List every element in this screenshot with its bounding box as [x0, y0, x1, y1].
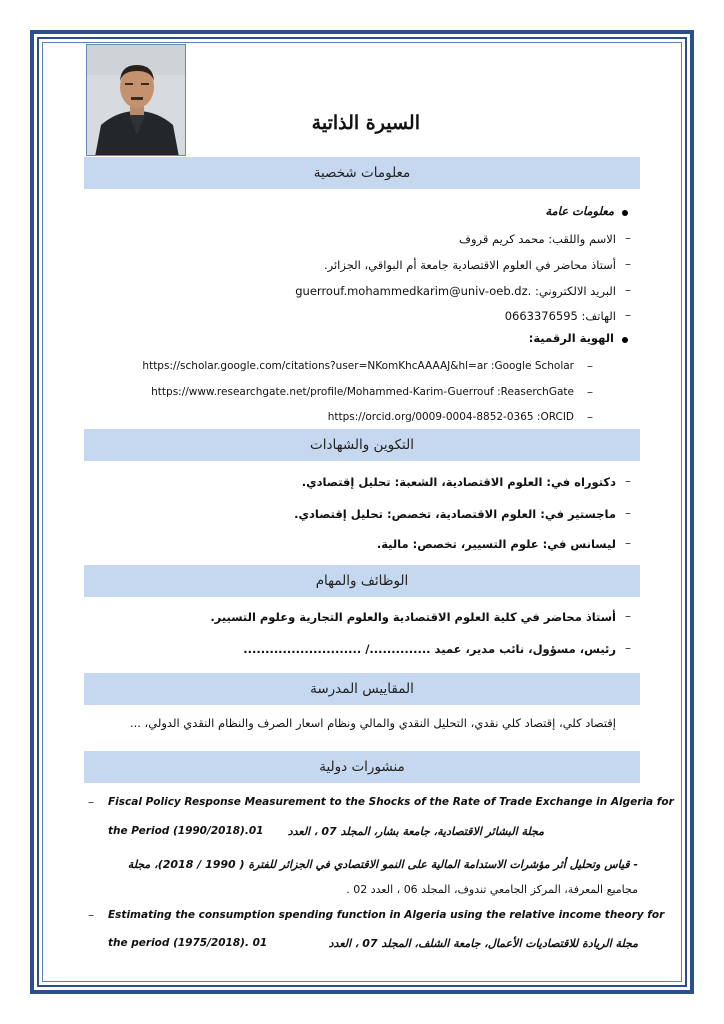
courses-text: إقتصاد كلي، إقتصاد كلي نقدي، التحليل النقدي والمالي ونظام اسعار الصرف والنظام النقدي الدولي، ...	[129, 716, 616, 730]
name-line: الاسم واللقب: محمد كريم قروف	[459, 232, 616, 246]
job-item: رئيس، مسؤول، نائب مدير، عميد ............../ ...........................	[243, 642, 616, 656]
phone-line: الهاتف: 0663376595	[504, 309, 616, 323]
dash-icon: –	[625, 257, 631, 271]
section-header-personal: معلومات شخصية	[84, 157, 640, 189]
education-item: ليسانس في: علوم التسيير، تخصص: مالية.	[376, 537, 616, 551]
profile-photo	[86, 44, 186, 156]
bullet-icon	[622, 210, 628, 216]
publication-2-journal: مجاميع المعرفة، المركز الجامعي تندوف، المجلد 06 ، العدد 02 .	[346, 883, 638, 896]
publication-3-period: the period (1975/2018). 01	[108, 937, 268, 949]
digital-identity-heading: الهوية الرقمية:	[528, 331, 614, 345]
dash-icon: –	[587, 359, 593, 373]
dash-icon: –	[88, 908, 94, 922]
publication-1-period: the Period (1990/2018).01	[108, 825, 264, 837]
google-scholar-link[interactable]: https://scholar.google.com/citations?user=NKomKhcAAAAJ&hl=ar :Google Scholar	[142, 360, 574, 372]
section-header-courses: المقاييس المدرسة	[84, 673, 640, 705]
email-line: البريد الالكتروني: .guerrouf.mohammedkarim@univ-oeb.dz	[295, 284, 616, 298]
publication-3-journal: مجلة الريادة للاقتصاديات الأعمال، جامعة الشلف، المجلد 07 ، العدد	[328, 937, 638, 950]
dash-icon: –	[625, 283, 631, 297]
researchgate-link[interactable]: https://www.researchgate.net/profile/Mohammed-Karim-Guerrouf :ReaserchGate	[151, 386, 574, 398]
section-header-jobs: الوظائف والمهام	[84, 565, 640, 597]
job-item: أستاذ محاضر في كلية العلوم الاقتصادية والعلوم التجارية وعلوم التسيير.	[210, 610, 616, 624]
general-info-heading: معلومات عامة	[545, 204, 614, 218]
bullet-icon	[622, 337, 628, 343]
dash-icon: –	[625, 641, 631, 655]
orcid-link[interactable]: https://orcid.org/0009-0004-8852-0365 :ORCID	[327, 411, 574, 423]
dash-icon: –	[625, 474, 631, 488]
dash-icon: –	[625, 308, 631, 322]
section-header-publications: منشورات دولية	[84, 751, 640, 783]
education-item: دكتوراه في: العلوم الاقتصادية، الشعبة: تحليل إقتصادي.	[301, 475, 616, 489]
education-item: ماجستير في: العلوم الاقتصادية، تخصص: تحليل إقتصادي.	[294, 507, 616, 521]
dash-icon: –	[587, 410, 593, 424]
publication-2-title: - قياس وتحليل أثر مؤشرات الاستدامة المالية على النمو الاقتصادي في الجزائر للفترة ( 1990 / 2018)، مجلة	[127, 858, 638, 871]
dash-icon: –	[625, 506, 631, 520]
dash-icon: –	[88, 795, 94, 809]
publication-3-title: Estimating the consumption spending function in Algeria using the relative income theory for	[108, 909, 665, 921]
section-header-education: التكوين والشهادات	[84, 429, 640, 461]
dash-icon: –	[625, 231, 631, 245]
publication-1-title: Fiscal Policy Response Measurement to the Shocks of the Rate of Trade Exchange in Algeria for	[108, 796, 674, 808]
position-line: أستاذ محاضر في العلوم الاقتصادية جامعة أم البواقي، الجزائر.	[323, 258, 616, 272]
page-title: السيرة الذاتية	[311, 112, 420, 134]
dash-icon: –	[587, 385, 593, 399]
dash-icon: –	[625, 536, 631, 550]
publication-1-journal: مجلة البشائر الاقتصادية، جامعة بشار، المجلد 07 ، العدد	[287, 825, 544, 838]
dash-icon: –	[625, 609, 631, 623]
